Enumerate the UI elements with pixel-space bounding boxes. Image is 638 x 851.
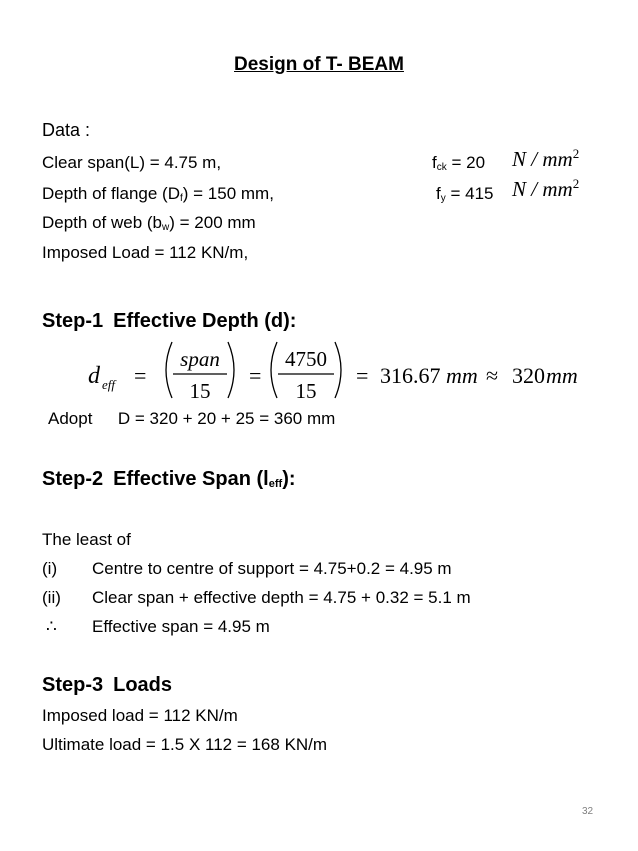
effective-depth-formula	[80, 338, 600, 406]
list-item	[42, 617, 270, 637]
therefore-marker: ∴	[46, 617, 57, 636]
formula-result-rounded: 320	[512, 363, 545, 388]
formula-denominator-2: 15	[295, 379, 317, 403]
imposed-load-result: Imposed load = 112 KN/m	[42, 706, 238, 725]
step2-title-post: ):	[282, 468, 296, 490]
formula-approx: ≈	[486, 363, 499, 388]
step2-label: Step-2	[42, 468, 104, 490]
fck-unit-base: N / mm	[512, 147, 573, 171]
ultimate-load-result: Ultimate load = 1.5 X 112 = 168 KN/m	[42, 735, 328, 754]
step1-title: Effective Depth (d):	[113, 310, 297, 332]
list-item-text: Effective span = 4.95 m	[92, 617, 270, 636]
web-depth-pre: Depth of web (b	[42, 213, 163, 232]
paren-left-2	[271, 342, 277, 398]
formula-equals-1: =	[134, 363, 147, 388]
least-of-label: The least of	[42, 530, 131, 549]
fy-unit-exponent: 2	[572, 176, 580, 191]
list-item-text: Clear span + effective depth = 4.75 + 0.32 = 5.1 m	[92, 588, 471, 607]
fy-line	[436, 184, 493, 204]
formula-result-unit: mm	[446, 363, 478, 388]
list-item	[42, 588, 471, 608]
step2-heading	[42, 468, 296, 491]
formula-numerator-1: span	[180, 347, 220, 371]
formula-result-rounded-unit: mm	[546, 363, 578, 388]
adopt-line	[48, 409, 335, 429]
flange-depth-post: ) = 150 mm,	[182, 184, 274, 203]
clear-span-line: Clear span(L) = 4.75 m,	[42, 153, 222, 172]
step1-label: Step-1	[42, 310, 104, 332]
paren-right-1	[228, 342, 234, 398]
fck-subscript: ck	[436, 162, 447, 173]
formula-numerator-2: 4750	[285, 347, 327, 371]
web-depth-post: ) = 200 mm	[169, 213, 256, 232]
step3-label: Step-3	[42, 674, 104, 696]
data-heading: Data :	[42, 120, 91, 140]
formula-result: 316.67	[380, 363, 441, 388]
fy-value: = 415	[445, 184, 494, 203]
step2-title-sub: eff	[268, 478, 283, 490]
paren-right-2	[335, 342, 341, 398]
step3-heading	[42, 674, 172, 697]
fy-unit-base: N / mm	[512, 177, 573, 201]
paren-left-1	[166, 342, 172, 398]
imposed-load-line: Imposed Load = 112 KN/m,	[42, 243, 249, 262]
flange-depth-line	[42, 184, 274, 204]
formula-lhs-subscript: eff	[102, 377, 115, 392]
fck-unit	[512, 146, 579, 172]
page-number: 32	[582, 806, 594, 817]
adopt-label: Adopt	[48, 409, 93, 428]
formula-equals-2: =	[249, 363, 262, 388]
fy-unit	[512, 176, 579, 202]
list-marker: (ii)	[42, 588, 61, 607]
step3-title: Loads	[113, 674, 173, 696]
list-item-text: Centre to centre of support = 4.75+0.2 = 4.95 m	[92, 559, 452, 578]
flange-depth-sub: f	[179, 193, 183, 204]
fy-symbol: f	[436, 184, 441, 203]
fck-line	[432, 153, 485, 173]
flange-depth-pre: Depth of flange (D	[42, 184, 180, 203]
formula-lhs: d	[88, 363, 100, 389]
fck-symbol: f	[432, 153, 437, 172]
page-title-text: Design of T- BEAM	[234, 54, 404, 75]
list-item	[42, 559, 452, 579]
adopt-expression: D = 320 + 20 + 25 = 360 mm	[117, 409, 336, 428]
fck-value: = 20	[446, 153, 486, 172]
step1-heading	[42, 310, 296, 333]
formula-denominator-1: 15	[189, 379, 211, 403]
fy-subscript: y	[440, 193, 446, 204]
step2-title-pre: Effective Span (l	[113, 468, 269, 490]
web-depth-sub: w	[162, 222, 170, 233]
formula-equals-3: =	[356, 363, 369, 388]
web-depth-line	[42, 213, 256, 233]
fck-unit-exponent: 2	[572, 146, 580, 161]
list-marker: (i)	[42, 559, 58, 578]
page-title	[0, 54, 638, 76]
